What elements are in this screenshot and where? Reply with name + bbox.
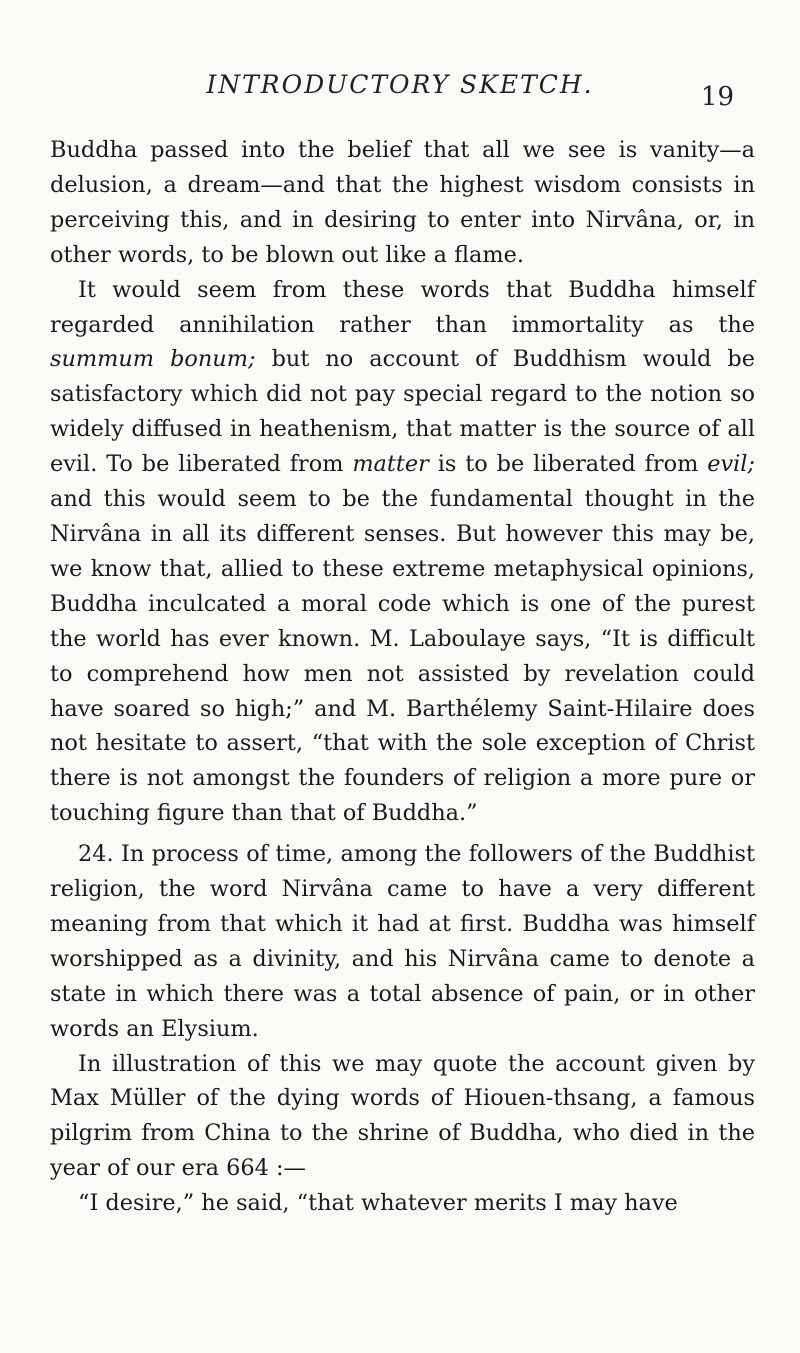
- paragraph-text: It would seem from these words that Buddha himself regarded annihilation rather than immortality as the: [50, 276, 755, 338]
- paragraph-p4: [50, 1047, 755, 1187]
- body-text: [50, 133, 755, 1221]
- paragraph-text: and this would seem to be the fundamental thought in the Nirvâna in all its different senses. But however this may be, we know that, allied to these extreme metaphysical opinions, Buddha inculcated a moral code which is one of the purest the world has ever known. M. Laboulaye says, “It is difficult to comprehend how men not assisted by revelation could have soared so high;” and M. Barthélemy Saint-Hilaire does not hesitate to assert, “that with the sole exception of Christ there is not amongst the founders of religion a more pure or touching figure than that of Buddha.”: [50, 486, 755, 827]
- paragraph-text: In illustration of this we may quote the account given by Max Müller of the dying words of Hiouen-thsang, a famous pilgrim from China to the shrine of Buddha, who died in the year of our era 664 :—: [50, 1050, 755, 1182]
- italic-text: evil;: [707, 451, 755, 478]
- paragraph-text: Buddha passed into the belief that all we see is vanity—a delusion, a dream—and that the highest wisdom consists in perceiving this, and in desiring to enter into Nirvâna, or, in other words, to be blown out like a flame.: [50, 137, 755, 268]
- running-head: INTRODUCTORY SKETCH.: [206, 70, 594, 99]
- paragraph-text: 24. In process of time, among the followers of the Buddhist religion, the word Nirvâna came to have a very different meaning from that which it had at first. Buddha was himself worshipped as a divinity, and his Nirvâna came to denote a state in which there was a total absence of pain, or in other words an Elysium.: [50, 841, 755, 1042]
- paragraph-p1: [50, 133, 755, 273]
- paragraph-text: but no account of Buddhism would be satisfactory which did not pay special regard to the notion so widely diffused in heathenism, that matter is the source of all evil. To be liberated from: [50, 346, 756, 478]
- paragraph-p2: [50, 273, 755, 832]
- paragraph-p5: [50, 1186, 755, 1221]
- page-number: 19: [700, 82, 734, 112]
- paragraph-p3: [50, 837, 755, 1046]
- paragraph-text: is to be liberated from: [428, 451, 708, 478]
- italic-text: summum bonum;: [50, 346, 256, 373]
- paragraph-text: “I desire,” he said, “that whatever merits I may have: [78, 1190, 678, 1217]
- italic-text: matter: [352, 451, 429, 478]
